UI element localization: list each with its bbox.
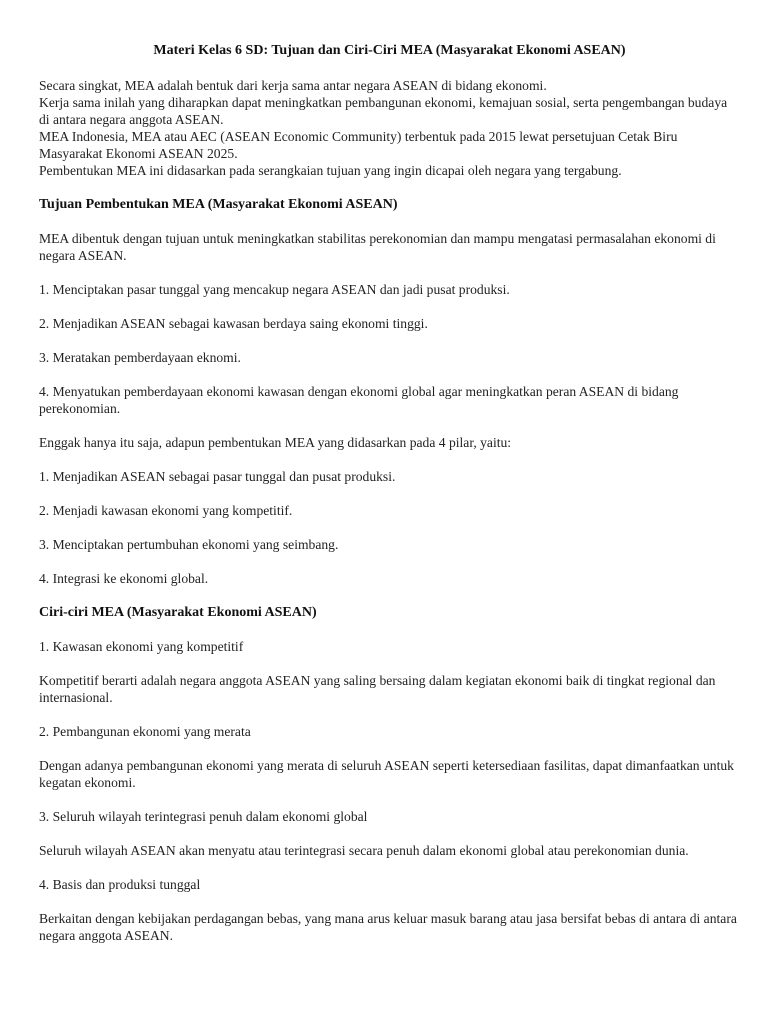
ciri-item-title: 1. Kawasan ekonomi yang kompetitif bbox=[39, 639, 244, 654]
intro-line: Kerja sama inilah yang diharapkan dapat meningkatkan pembangunan ekonomi, kemajuan sosial, serta pengembangan budaya di antara negara anggota ASEAN. bbox=[39, 95, 728, 127]
ciri-item-description: Seluruh wilayah ASEAN akan menyatu atau terintegrasi secara penuh dalam ekonomi global atau perekonomian dunia. bbox=[39, 843, 689, 858]
tujuan-lead-paragraph: MEA dibentuk dengan tujuan untuk meningkatkan stabilitas perekonomian dan mampu mengatasi permasalahan ekonomi di negara ASEAN. bbox=[39, 231, 716, 263]
pilar-lead-paragraph: Enggak hanya itu saja, adapun pembentukan MEA yang didasarkan pada 4 pilar, yaitu: bbox=[39, 435, 512, 450]
pilar-item: 2. Menjadi kawasan ekonomi yang kompetitif. bbox=[39, 503, 293, 518]
intro-line: MEA Indonesia, MEA atau AEC (ASEAN Economic Community) terbentuk pada 2015 lewat persetujuan Cetak Biru Masyarakat Ekonomi ASEAN 2025. bbox=[39, 129, 678, 161]
intro-line: Pembentukan MEA ini didasarkan pada serangkaian tujuan yang ingin dicapai oleh negara yang tergabung. bbox=[39, 163, 622, 178]
intro-paragraph bbox=[39, 77, 740, 179]
ciri-item-title: 3. Seluruh wilayah terintegrasi penuh dalam ekonomi global bbox=[39, 809, 368, 824]
ciri-item-description: Kompetitif berarti adalah negara anggota ASEAN yang saling bersaing dalam kegiatan ekonomi baik di tingkat regional dan internasional. bbox=[39, 673, 716, 705]
pilar-item: 4. Integrasi ke ekonomi global. bbox=[39, 571, 209, 586]
ciri-item-title: 2. Pembangunan ekonomi yang merata bbox=[39, 724, 251, 739]
tujuan-item: 1. Menciptakan pasar tunggal yang mencakup negara ASEAN dan jadi pusat produksi. bbox=[39, 282, 510, 297]
intro-line: Secara singkat, MEA adalah bentuk dari kerja sama antar negara ASEAN di bidang ekonomi. bbox=[39, 78, 547, 93]
pilar-item: 3. Menciptakan pertumbuhan ekonomi yang seimbang. bbox=[39, 537, 339, 552]
ciri-item-description: Dengan adanya pembangunan ekonomi yang merata di seluruh ASEAN seperti ketersediaan fasilitas, dapat dimanfaatkan untuk kegatan ekonomi. bbox=[39, 758, 734, 790]
pilar-item: 1. Menjadikan ASEAN sebagai pasar tunggal dan pusat produksi. bbox=[39, 469, 396, 484]
ciri-item-description: Berkaitan dengan kebijakan perdagangan bebas, yang mana arus keluar masuk barang atau jasa bersifat bebas di antara di antara negara anggota ASEAN. bbox=[39, 911, 737, 943]
tujuan-item: 3. Meratakan pemberdayaan eknomi. bbox=[39, 350, 241, 365]
tujuan-item: 2. Menjadikan ASEAN sebagai kawasan berdaya saing ekonomi tinggi. bbox=[39, 316, 428, 331]
tujuan-item: 4. Menyatukan pemberdayaan ekonomi kawasan dengan ekonomi global agar meningkatkan peran ASEAN di bidang perekonomian. bbox=[39, 384, 679, 416]
section-heading-ciri: Ciri-ciri MEA (Masyarakat Ekonomi ASEAN) bbox=[39, 605, 317, 620]
document-title: Materi Kelas 6 SD: Tujuan dan Ciri-Ciri MEA (Masyarakat Ekonomi ASEAN) bbox=[153, 43, 626, 58]
section-heading-tujuan: Tujuan Pembentukan MEA (Masyarakat Ekonomi ASEAN) bbox=[39, 197, 398, 212]
ciri-item-title: 4. Basis dan produksi tunggal bbox=[39, 877, 201, 892]
